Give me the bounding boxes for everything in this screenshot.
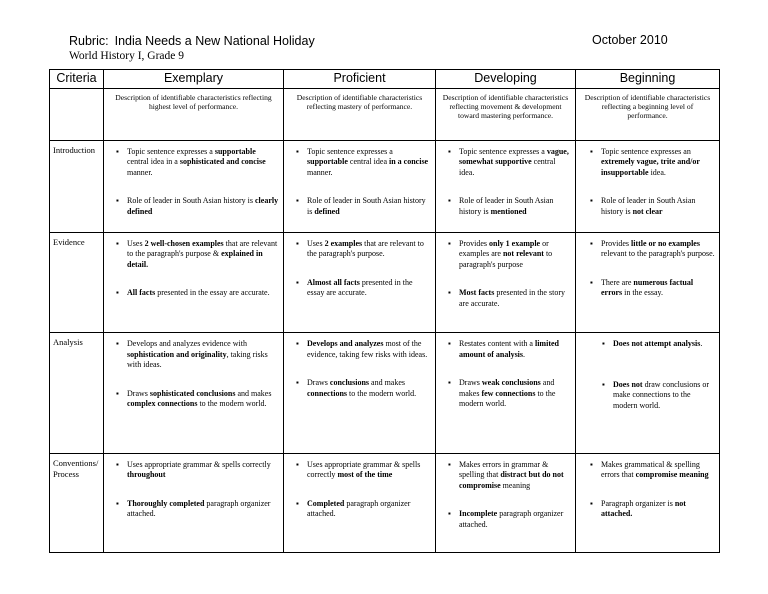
- cell-proficient: [284, 232, 436, 332]
- bullet-text: Role of leader in South Asian history is: [307, 196, 426, 216]
- row-introduction: [50, 140, 720, 232]
- criteria-label: Analysis: [50, 333, 104, 453]
- criterion-bullet: [296, 460, 431, 481]
- criterion-bullet: [448, 509, 571, 530]
- criterion-bullet: [448, 239, 571, 271]
- bullet-text: paragraph organizer attached.: [307, 498, 411, 519]
- cell-proficient: [284, 453, 436, 552]
- criterion-bullet: [448, 147, 571, 179]
- emphasis-text: only 1 example: [489, 238, 541, 248]
- emphasis-text: Most facts: [459, 288, 495, 298]
- bullet-text: to the modern world.: [459, 388, 556, 409]
- emphasis-text: supportable: [307, 157, 348, 167]
- bullet-text: central idea: [347, 157, 389, 167]
- bullet-text: Provides: [601, 238, 631, 248]
- emphasis-text: Does not: [613, 379, 643, 389]
- bullet-text: Topic sentence expresses a: [307, 146, 393, 156]
- emphasis-text: 2 examples: [324, 238, 363, 248]
- emphasis-text: sophistication and originality: [127, 349, 227, 359]
- criterion-bullet: [116, 339, 279, 371]
- row-conventions: [50, 453, 720, 552]
- bullet-text: Uses appropriate grammar & spells correctly: [127, 459, 271, 469]
- criterion-bullet: [296, 278, 431, 299]
- criterion-bullet: [602, 339, 715, 350]
- emphasis-text: few connections: [481, 388, 536, 398]
- col-header-proficient: Proficient: [284, 70, 436, 89]
- bullet-text: presented in the essay are accurate.: [155, 288, 270, 298]
- emphasis-text: Thoroughly completed: [127, 498, 205, 508]
- criterion-bullet: [116, 288, 279, 299]
- criteria-label: Conventions/ Process: [50, 453, 104, 552]
- criterion-bullet: [590, 278, 715, 299]
- bullet-text: manner.: [307, 167, 333, 177]
- bullet-text: Uses: [307, 238, 325, 248]
- emphasis-text: sophisticated conclusions: [149, 388, 236, 398]
- course-name: World History I, Grade 9: [69, 50, 185, 62]
- criterion-bullet: [116, 460, 279, 481]
- emphasis-text: not relevant: [502, 249, 544, 259]
- bullet-text: to the modern world.: [347, 388, 417, 398]
- emphasis-text: complex connections: [127, 399, 198, 409]
- cell-developing: [436, 333, 576, 453]
- criterion-bullet: [448, 378, 571, 410]
- bullet-text: Role of leader in South Asian history is: [127, 196, 255, 206]
- bullet-text: Uses: [127, 238, 145, 248]
- emphasis-text: mentioned: [490, 206, 527, 216]
- emphasis-text: All facts: [127, 288, 156, 298]
- bullet-text: .: [700, 339, 703, 349]
- description-text: Description of identifiable characteristics reflecting movement & development toward mastering performance.: [442, 93, 569, 121]
- bullet-text: most of the evidence, taking few risks with ideas.: [307, 339, 428, 359]
- emphasis-text: Almost all facts: [307, 277, 360, 287]
- bullet-text: or examples are: [459, 238, 549, 259]
- criterion-bullet: [116, 389, 279, 410]
- col-header-exemplary: Exemplary: [104, 70, 284, 89]
- col-header-developing: Developing: [436, 70, 576, 89]
- criterion-bullet: [296, 147, 431, 179]
- description-cell-developing: [436, 89, 576, 141]
- criterion-bullet: [116, 147, 279, 179]
- emphasis-text: not attached.: [601, 498, 686, 519]
- emphasis-text: distract but do not compromise: [459, 470, 564, 490]
- emphasis-text: supportable: [214, 146, 256, 156]
- bullet-text: and makes: [459, 378, 555, 398]
- criterion-bullet: [590, 460, 715, 481]
- rubric-title: India Needs a New National Holiday: [114, 34, 315, 48]
- bullet-text: Paragraph organizer is: [601, 498, 675, 508]
- description-text: Description of identifiable characteristics reflecting highest level of performance.: [115, 93, 272, 112]
- bullet-text: Topic sentence expresses a: [127, 146, 215, 156]
- emphasis-text: little or no examples: [631, 238, 700, 248]
- bullet-text: presented in the story are accurate.: [459, 288, 565, 308]
- bullet-text: Role of leader in South Asian history is: [459, 196, 554, 216]
- cell-developing: [436, 140, 576, 232]
- bullet-text: paragraph organizer attached.: [459, 509, 564, 529]
- cell-beginning: [576, 140, 720, 232]
- bullet-text: Makes grammatical & spelling errors that: [601, 459, 700, 480]
- cell-exemplary: [104, 453, 284, 552]
- criterion-bullet: [590, 147, 715, 179]
- bullet-text: .: [523, 349, 526, 359]
- description-text: Description of identifiable characteristics reflecting mastery of performance.: [296, 93, 423, 112]
- criterion-bullet: [116, 239, 279, 271]
- criterion-bullet: [448, 460, 571, 492]
- cell-developing: [436, 232, 576, 332]
- emphasis-text: compromise meaning: [635, 470, 709, 480]
- emphasis-text: numerous factual errors: [601, 277, 694, 298]
- criteria-label: Introduction: [50, 140, 104, 232]
- bullet-text: in the essay.: [622, 288, 663, 298]
- description-text: Description of identifiable characteristics reflecting a beginning level of performance.: [584, 93, 711, 121]
- description-cell-proficient: [284, 89, 436, 141]
- cell-beginning: [576, 232, 720, 332]
- criterion-bullet: [296, 339, 431, 360]
- emphasis-text: connections: [307, 388, 347, 398]
- bullet-text: relevant to the paragraph's purpose.: [601, 249, 715, 259]
- emphasis-text: throughout: [127, 470, 166, 480]
- cell-beginning: [576, 453, 720, 552]
- cell-exemplary: [104, 140, 284, 232]
- criteria-label: Evidence: [50, 232, 104, 332]
- cell-proficient: [284, 333, 436, 453]
- bullet-text: to paragraph's purpose: [459, 249, 553, 269]
- criterion-bullet: [448, 288, 571, 309]
- bullet-text: Role of leader in South Asian history is: [601, 196, 696, 216]
- emphasis-text: Completed: [307, 498, 345, 508]
- cell-exemplary: [104, 333, 284, 453]
- cell-beginning: [576, 333, 720, 453]
- description-row: [50, 89, 720, 141]
- rubric-title-line: [69, 33, 669, 49]
- emphasis-text: in a concise: [389, 157, 429, 167]
- criterion-bullet: [590, 499, 715, 520]
- criterion-bullet: [448, 339, 571, 360]
- emphasis-text: vague, somewhat supportive: [459, 146, 569, 167]
- emphasis-text: not clear: [632, 206, 663, 216]
- row-evidence: [50, 232, 720, 332]
- criterion-bullet: [296, 196, 431, 217]
- bullet-text: Provides: [459, 238, 489, 248]
- bullet-text: Makes errors in grammar & spelling that: [459, 459, 549, 480]
- description-cell-criteria: [50, 89, 104, 141]
- bullet-text: meaning: [500, 480, 531, 490]
- bullet-text: Restates content with a: [459, 339, 535, 349]
- rubric-label: Rubric:: [69, 34, 109, 48]
- bullet-text: draw conclusions or make connections to the modern world.: [613, 379, 709, 410]
- cell-developing: [436, 453, 576, 552]
- emphasis-text: weak conclusions: [481, 378, 541, 388]
- cell-exemplary: [104, 232, 284, 332]
- emphasis-text: defined: [314, 206, 340, 216]
- emphasis-text: 2 well-chosen examples: [144, 238, 224, 248]
- bullet-text: and makes: [235, 388, 272, 398]
- emphasis-text: most of the time: [337, 470, 393, 480]
- emphasis-text: clearly defined: [127, 196, 279, 216]
- bullet-text: that are relevant to the paragraph's purpose &: [127, 238, 278, 259]
- bullet-text: paragraph organizer attached.: [127, 498, 271, 519]
- emphasis-text: sophisticated and concise: [179, 157, 266, 167]
- bullet-text: to the modern world.: [197, 399, 267, 409]
- description-cell-beginning: [576, 89, 720, 141]
- col-header-beginning: Beginning: [576, 70, 720, 89]
- emphasis-text: limited amount of analysis: [459, 339, 559, 359]
- criterion-bullet: [448, 196, 571, 217]
- bullet-text: Topic sentence expresses an: [601, 146, 691, 156]
- bullet-text: Uses appropriate grammar & spells correctly: [307, 459, 421, 480]
- cell-proficient: [284, 140, 436, 232]
- bullet-text: and makes: [369, 378, 406, 388]
- rubric-table: [49, 69, 720, 553]
- col-header-criteria: Criteria: [50, 70, 104, 89]
- bullet-text: manner.: [127, 167, 153, 177]
- bullet-text: Draws: [307, 378, 330, 388]
- bullet-text: There are: [601, 277, 634, 287]
- bullet-text: idea.: [648, 167, 666, 177]
- emphasis-text: Develops and analyzes: [307, 339, 384, 349]
- header-row: [50, 70, 720, 89]
- bullet-text: Develops and analyzes evidence with: [127, 339, 247, 349]
- emphasis-text: conclusions: [329, 378, 370, 388]
- bullet-text: Topic sentence expresses a: [459, 146, 547, 156]
- row-analysis: [50, 333, 720, 453]
- bullet-text: central idea in a: [127, 157, 180, 167]
- emphasis-text: explained in detail.: [127, 249, 263, 269]
- criterion-bullet: [116, 196, 279, 217]
- bullet-text: presented in the essay are accurate.: [307, 277, 413, 298]
- criterion-bullet: [116, 499, 279, 520]
- criterion-bullet: [296, 378, 431, 399]
- bullet-text: Draws: [127, 388, 150, 398]
- criterion-bullet: [296, 499, 431, 520]
- criterion-bullet: [296, 239, 431, 260]
- emphasis-text: Does not attempt analysis: [613, 339, 701, 349]
- emphasis-text: extremely vague, trite and/or insupportable: [601, 157, 700, 177]
- bullet-text: that are relevant to the paragraph's purpose.: [307, 238, 424, 259]
- bullet-text: Draws: [459, 378, 482, 388]
- emphasis-text: Incomplete: [459, 509, 498, 519]
- document-header: [69, 33, 669, 63]
- criterion-bullet: [590, 196, 715, 217]
- criterion-bullet: [602, 380, 715, 412]
- description-cell-exemplary: [104, 89, 284, 141]
- bullet-text: , taking risks with ideas.: [127, 349, 268, 370]
- criterion-bullet: [590, 239, 715, 260]
- bullet-text: central idea.: [459, 157, 556, 177]
- rubric-date: October 2010: [592, 33, 668, 47]
